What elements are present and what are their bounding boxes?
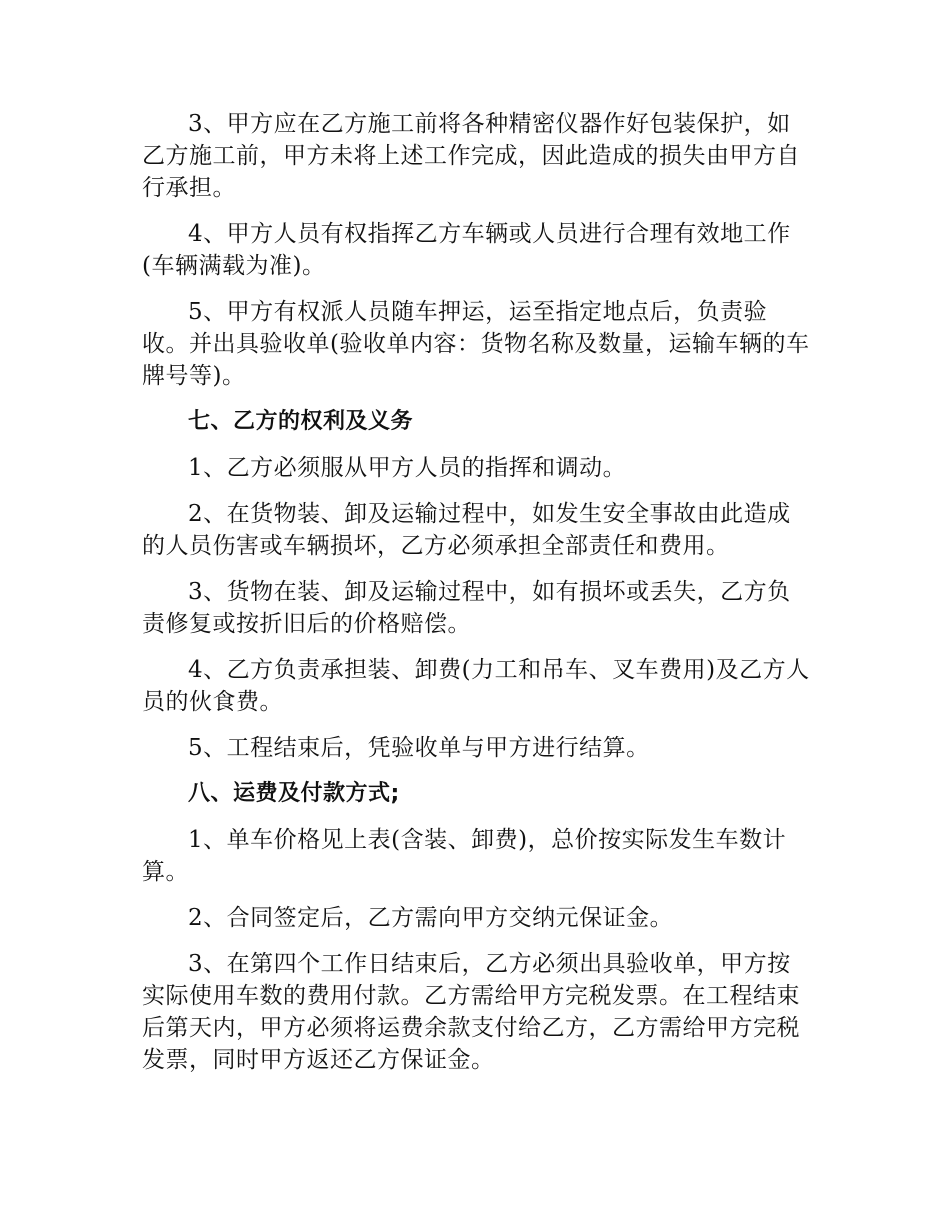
clause-a4-command: 4、甲方人员有权指挥乙方车辆或人员进行合理有效地工作(车辆满载为准)。 xyxy=(142,221,791,279)
clause-b5-settlement: 5、工程结束后，凭验收单与甲方进行结算。 xyxy=(188,735,650,761)
clause-b3-damage: 3、货物在装、卸及运输过程中，如有损坏或丢失，乙方负责修复或按折旧后的价格赔偿。 xyxy=(142,579,791,637)
clause-c2-deposit: 2、合同签定后，乙方需向甲方交纳元保证金。 xyxy=(188,905,674,931)
clause-b4-fees: 4、乙方负责承担装、卸费(力工和吊车、叉车费用)及乙方人员的伙食费。 xyxy=(142,657,810,715)
clause-c1-price: 1、单车价格见上表(含装、卸费)，总价按实际发生车数计算。 xyxy=(142,827,787,885)
clause-b1-obey: 1、乙方必须服从甲方人员的指挥和调动。 xyxy=(188,455,627,481)
section-heading-eight: 八、运费及付款方式; xyxy=(188,781,400,806)
section-heading-seven: 七、乙方的权利及义务 xyxy=(188,409,414,434)
clause-b2-safety: 2、在货物装、卸及运输过程中，如发生安全事故由此造成的人员伤害或车辆损坏，乙方必须承担全部责任和费用。 xyxy=(142,501,791,559)
clause-c3-payment: 3、在第四个工作日结束后，乙方必须出具验收单，甲方按实际使用车数的费用付款。乙方需给甲方完税发票。在工程结束后第天内，甲方必须将运费余款支付给乙方，乙方需给甲方完税发票，同时甲方返还乙方保证金。 xyxy=(142,951,800,1073)
clause-a3-packaging: 3、甲方应在乙方施工前将各种精密仪器作好包装保护，如乙方施工前，甲方未将上述工作完成，因此造成的损失由甲方自行承担。 xyxy=(142,111,800,201)
document-body xyxy=(142,108,814,1090)
clause-a5-escort: 5、甲方有权派人员随车押运，运至指定地点后，负责验收。并出具验收单(验收单内容：货物名称及数量，运输车辆的车牌号等)。 xyxy=(142,299,810,389)
